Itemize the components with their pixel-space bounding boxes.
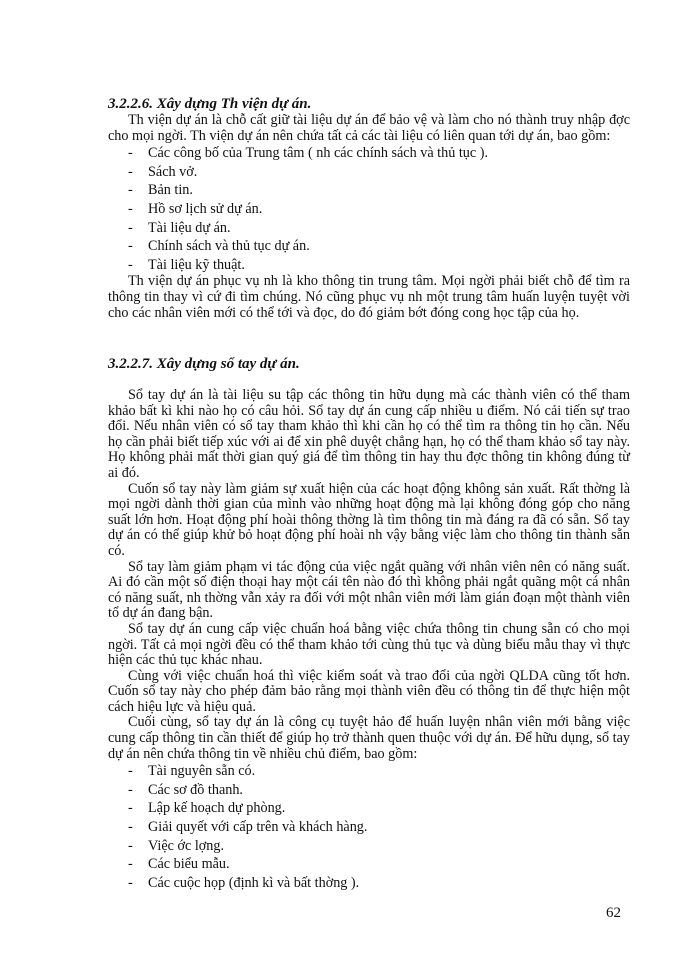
section-heading: 3.2.2.6. Xây dựng Th viện dự án.	[108, 96, 312, 112]
list-item: - Tài nguyên sẵn có.	[128, 763, 256, 780]
list-item: - Lập kế hoạch dự phòng.	[128, 800, 286, 817]
list-item: - Sách vở.	[128, 163, 198, 180]
library-contents-list	[108, 144, 630, 274]
list-item: - Tài liệu kỹ thuật.	[128, 256, 245, 273]
paragraph: Sổ tay làm giảm phạm vi tác động của việc ngắt quãng với nhân viên nên có năng suất. Ai đó cần một số điện thoại hay một cái tên nào đó thì không phải ngắt quãng một cá nhân có năng suất, nh thờng vẫn xảy ra đối với một nhân viên mới làm gián đoạn một thành viên tổ dự án đang bận.	[108, 558, 630, 622]
list-item: - Bản tin.	[128, 182, 193, 199]
list-item: - Hồ sơ lịch sử dự án.	[128, 200, 263, 217]
section-outro: Th viện dự án phục vụ nh là kho thông tin trung tâm. Mọi ngời phải biết chỗ để tìm ra thông tin thay vì cứ đi tìm chúng. Nó cũng phục vụ nh một trung tâm huấn luyện tuyệt vời cho các nhân viên mới có thể tới và đọc, do đó giảm bớt đóng cong học tập của họ.	[108, 273, 630, 321]
list-item: - Các công bố của Trung tâm ( nh các chính sách và thủ tục ).	[128, 145, 489, 162]
list-item: - Các biểu mẫu.	[128, 856, 230, 873]
paragraph: Cuốn sổ tay này làm giảm sự xuất hiện của các hoạt động không sản xuất. Rất thờng là mọi ngời dành thời gian của mình vào những hoạt động mà lại không đóng góp cho năng suất lớn hơn. Hoạt động phí hoài thông thờng là tìm thông tin mà đáng ra đã có sẵn. Sổ tay dự án có thể giúp khử bỏ hoạt động phí hoài nh vậy bằng việc làm cho thông tin thành sẵn có.	[108, 480, 630, 559]
page-number: 62	[606, 905, 621, 921]
list-item: - Các sơ đồ thanh.	[128, 781, 243, 798]
paragraph: Sổ tay dự án là tài liệu su tập các thông tin hữu dụng mà các thành viên có thể tham khảo bất kì khi nào họ có câu hỏi. Sổ tay dự án cung cấp nhiều u điểm. Nó cải tiến sự trao đổi. Nếu nhân viên có sổ tay tham khảo thì khi cần họ có thể tìm ra thông tin họ cần. Nếu họ cần phải biết tiếp xúc với ai để xin phê duyệt chẳng hạn, họ có thể tham khảo sổ tay này. Họ không phải mất thời gian quý giá để tìm thông tin hay thu đợc thông tin không đúng từ ai đó.	[108, 387, 630, 481]
section-heading: 3.2.2.7. Xây dựng sổ tay dự án.	[108, 356, 300, 372]
list-item: - Các cuộc họp (định kì và bất thờng ).	[128, 874, 360, 891]
handbook-topics-list	[108, 762, 630, 892]
paragraph: Cùng với việc chuẩn hoá thì việc kiểm soát và trao đổi của ngời QLDA cũng tốt hơn. Cuốn sổ tay này cho phép đảm bảo rằng mọi thành viên đều có thông tin để thực hiện một cách hiệu lực và hiệu quả.	[108, 667, 630, 715]
list-item: - Giải quyết với cấp trên và khách hàng.	[128, 819, 368, 836]
paragraph: Sổ tay dự án cung cấp việc chuẩn hoá bằng việc chứa thông tin chung sẵn có cho mọi ngời. Tất cả mọi ngời đều có thể tham khảo tới cùng thủ tục và dùng biểu mẫu thay vì thực hiện các thủ tục khác nhau.	[108, 620, 630, 669]
section-3-2-2-6	[108, 96, 630, 321]
list-item: - Tài liệu dự án.	[128, 219, 231, 236]
list-item: - Chính sách và thủ tục dự án.	[128, 238, 310, 255]
paragraph: Cuối cùng, sổ tay dự án là công cụ tuyệt hảo để huấn luyện nhân viên mới bằng việc cung cấp thông tin cần thiết để giúp họ trở thành quen thuộc với dự án. Để hữu dụng, sổ tay dự án nên chứa thông tin về nhiều chủ điểm, bao gồm:	[108, 714, 630, 762]
list-item: - Việc ớc lợng.	[128, 837, 225, 854]
section-3-2-2-7	[108, 356, 630, 892]
section-intro: Th viện dự án là chỗ cất giữ tài liệu dự án để bảo vệ và làm cho nó thành truy nhập đợc cho mọi ngời. Th viện dự án nên chứa tất cả các tài liệu có liên quan tới dự án, bao gồm:	[108, 112, 630, 144]
